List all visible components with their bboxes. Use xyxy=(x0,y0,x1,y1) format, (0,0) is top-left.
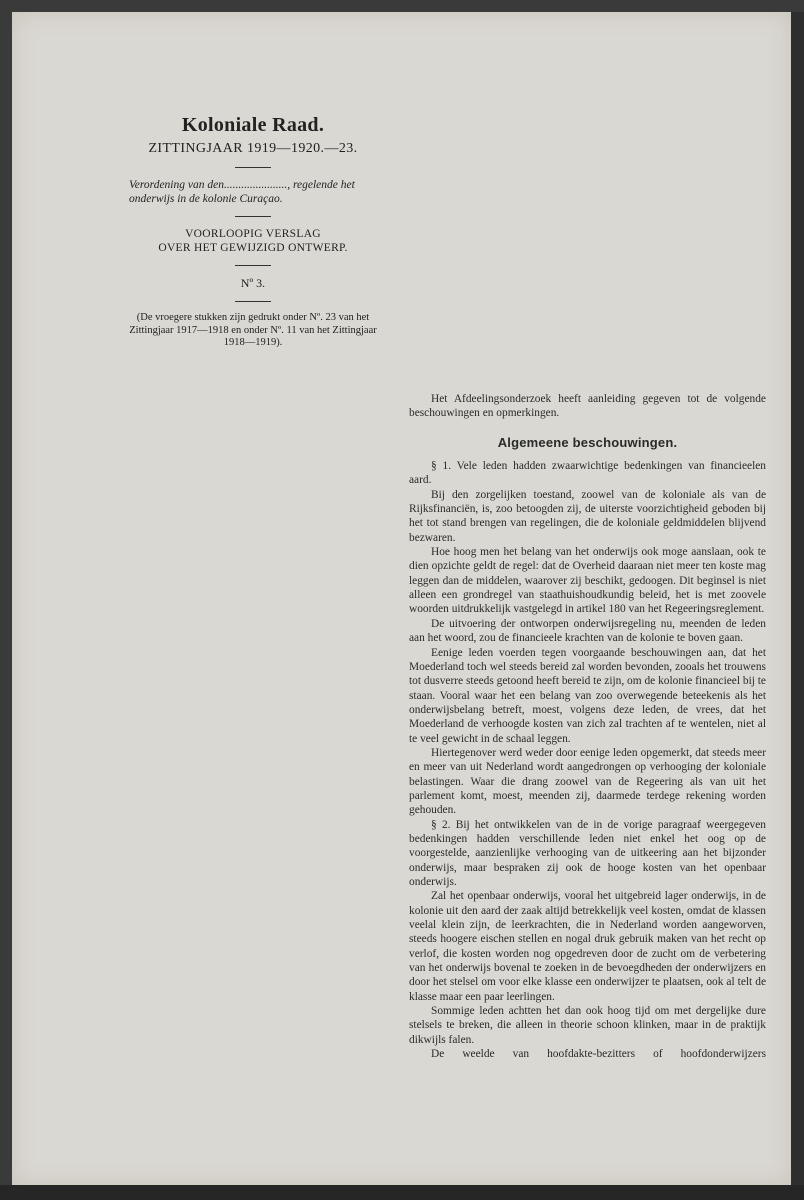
report-title-line1: VOORLOOPIG VERSLAG xyxy=(185,228,321,240)
body-paragraph: Sommige leden achtten het dan ook hoog tijd om met dergelijke dure stelsels te breken, die alleen in theorie schoon klinken, maar in de praktijk dikwijls falen. xyxy=(409,1005,766,1046)
document-number: Nº 3. xyxy=(240,276,266,290)
document-page xyxy=(12,12,791,1185)
body-paragraph: Hiertegenover werd weder door eenige leden opgemerkt, dat steeds meer en meer van uit Nederland wordt aangedrongen op verhooging der koloniale belastingen. Waar die drang zoowel van de Regeering als van uit het parlement komt, moest, meenden zij, daarmede terdege rekening worden gehouden. xyxy=(409,746,766,817)
ordinance-title: Verordening van den......................, regelende het onderwijs in de kolonie Curaçao. xyxy=(129,179,355,205)
body-paragraph: Hoe hoog men het belang van het onderwijs ook moge aanslaan, ook te dien opzichte geldt de regel: dat de Overheid daaraan niet meer ten koste mag leggen dan de middelen, waarover zij beschikt, gedoogen. Dit beginsel is niet alleen een grondregel van staathuishoudkundig beleid, het is met zoovele woorden uitdrukkelijk vastgelegd in artikel 180 van het Regeeringsreglement. xyxy=(409,546,766,616)
body-paragraph: Bij den zorgelijken toestand, zoowel van de koloniale als van de Rijksfinanciën, is, zoo betoogden zij, de uiterste voorzichtigheid geboden bij het tot stand brengen van regelingen, die de koloniale geldmiddelen blijvend bezwaren. xyxy=(409,488,766,544)
body-paragraph: Eenige leden voerden tegen voorgaande beschouwingen aan, dat het Moederland toch wel steeds bereid zal worden bevonden, zooals het trouwens tot dusverre steeds getoond heeft bereid te zijn, om de kolonie financieel bij te staan. Vooral waar het een belang van zoo overwegende beteekenis als het onderwijsbelang betreft, moest, volgens deze leden, de vrees, dat het Moederland de verhoogde kosten van zich zal trachten af te wentelen, niet al te veel gewicht in de schaal leggen. xyxy=(409,646,766,745)
report-title-line2: OVER HET GEWIJZIGD ONTWERP. xyxy=(158,242,348,254)
session-year: ZITTINGJAAR 1919—1920.—23. xyxy=(148,141,358,156)
divider-rule xyxy=(235,265,271,266)
previous-documents-note: (De vroegere stukken zijn gedrukt onder Nº. 23 van het Zittingjaar 1917—1918 en onder Nº. 11 van het Zittingjaar 1918—1919). xyxy=(129,312,377,348)
scan-border-bottom xyxy=(0,1185,804,1200)
divider-rule xyxy=(235,167,271,168)
scan-border-right xyxy=(791,12,804,1200)
divider-rule xyxy=(235,301,271,302)
body-paragraph: De uitvoering der ontworpen onderwijsregeling nu, meenden de leden aan het woord, zou de financieele krachten van de kolonie te boven gaan. xyxy=(409,617,766,645)
body-paragraph: De weelde van hoofdakte-bezitters of hoofdonderwijzers xyxy=(431,1048,766,1061)
body-paragraph: Zal het openbaar onderwijs, vooral het uitgebreid lager onderwijs, in de kolonie uit den aard der zaak altijd betrekkelijk veel kosten, omdat de klassen veelal klein zijn, de leerkrachten, die in Nederland worden aangeworven, steeds hoogere eischen stellen en nogal druk gebruik maken van het recht op verlof, die kosten worden nog opgedreven door de zucht om de verbetering van het onderwijs bovenal te zoeken in de bevoegdheden der onderwijzers en door het stelsel om voor elke klasse een onderwijzer te plaatsen, ook al telt de klasse maar een paar leerlingen. xyxy=(409,890,766,1003)
section-heading: Algemeene beschouwingen. xyxy=(497,434,678,450)
report-body xyxy=(409,392,766,1061)
intro-paragraph: Het Afdeelingsonderzoek heeft aanleiding gegeven tot de volgende beschouwingen en opmerkingen. xyxy=(409,393,766,420)
body-paragraph: § 1. Vele leden hadden zwaarwichtige bedenkingen van financieelen aard. xyxy=(409,460,766,487)
council-title: Koloniale Raad. xyxy=(181,114,325,136)
divider-rule xyxy=(235,216,271,217)
body-paragraph: § 2. Bij het ontwikkelen van de in de vorige paragraaf weergegeven bedenkingen hadden verschillende leden niet enkel het oog op de voorgestelde, aanzienlijke verhooging van de uitkeering aan het bijzonder onderwijs, maar bespraken zij ook de hooge kosten van het openbaar onderwijs. xyxy=(409,818,766,888)
header-block xyxy=(127,114,379,350)
